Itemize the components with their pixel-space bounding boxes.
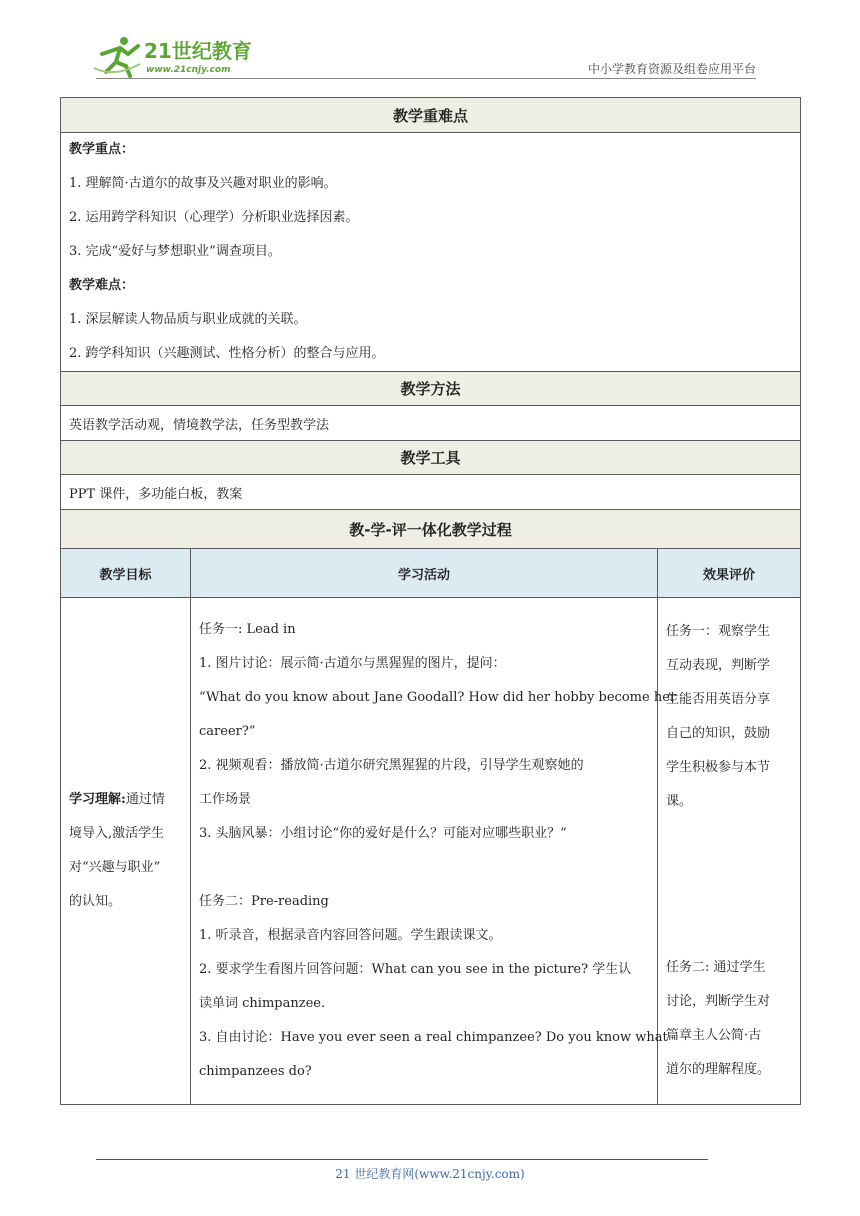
evaluation-line: 自己的知识，鼓励	[666, 726, 771, 741]
goal-line: 的认知。	[69, 894, 122, 909]
evaluation-line: 生能否用英语分享	[666, 692, 771, 707]
methods-content-row	[61, 406, 801, 441]
evaluation-line: 课。	[666, 794, 693, 809]
difficulty-item: 1. 深层解读人物品质与职业成就的关联。	[69, 312, 307, 327]
process-header-row	[61, 510, 801, 549]
learning-activities-cell	[191, 598, 677, 1105]
logo-text: 21世纪教育	[144, 39, 252, 63]
evaluation-line: 任务二: 通过学生	[666, 960, 766, 975]
tools-content-row	[61, 475, 801, 510]
methods-title: 教学方法	[61, 372, 801, 406]
focus-item: 2. 运用跨学科知识（心理学）分析职业选择因素。	[69, 210, 359, 225]
teaching-goal-cell	[61, 598, 191, 1105]
activity-line: 读单词 chimpanzee.	[199, 996, 326, 1011]
process-columns-row	[61, 549, 801, 598]
footer-divider	[96, 1159, 708, 1160]
column-header-goal: 教学目标	[61, 549, 191, 598]
difficulty-label: 教学难点：	[69, 278, 135, 293]
activity-line: 任务一: Lead in	[199, 622, 296, 637]
activity-line: 1. 图片讨论：展示简·古道尔与黑猩猩的图片，提问：	[199, 656, 506, 671]
evaluation-task-2	[666, 951, 792, 1087]
key-points-content-row	[61, 133, 801, 372]
tools-content: PPT 课件，多功能白板，教案	[61, 475, 801, 510]
focus-item: 3. 完成“爱好与梦想职业”调查项目。	[69, 244, 281, 259]
process-content-row	[61, 598, 801, 1105]
activity-line: 1. 听录音，根据录音内容回答问题。学生跟读课文。	[199, 928, 502, 943]
evaluation-cell	[658, 598, 801, 1105]
activity-line: 2. 要求学生看图片回答问题：What can you see in the picture? 学生认	[199, 962, 632, 977]
methods-header-row	[61, 372, 801, 406]
activity-line: career?”	[199, 724, 256, 739]
evaluation-line: 讨论，判断学生对	[666, 994, 771, 1009]
activity-line: 3. 自由讨论：Have you ever seen a real chimpanzee? Do you know what	[199, 1030, 668, 1045]
tools-title: 教学工具	[61, 441, 801, 475]
evaluation-line: 篇章主人公简·古	[666, 1028, 762, 1043]
logo	[92, 34, 262, 78]
focus-item: 1. 理解简·古道尔的故事及兴趣对职业的影响。	[69, 176, 337, 191]
activity-spacer	[199, 851, 649, 885]
platform-tagline: 中小学教育资源及组卷应用平台	[587, 62, 756, 76]
goal-line: 通过情	[125, 792, 165, 807]
header-divider	[96, 78, 756, 79]
column-header-activities: 学习活动	[191, 549, 658, 598]
goal-line: 境导入,激活学生	[69, 826, 165, 841]
page-header	[0, 0, 860, 90]
tools-header-row	[61, 441, 801, 475]
lesson-plan-table	[60, 97, 801, 1105]
evaluation-line: 互动表现，判断学	[666, 658, 771, 673]
logo-url: www.21cnjy.com	[146, 65, 231, 75]
evaluation-line: 道尔的理解程度。	[666, 1062, 771, 1077]
process-title: 教-学-评一体化教学过程	[61, 510, 801, 549]
difficulty-item: 2. 跨学科知识（兴趣测试、性格分析）的整合与应用。	[69, 346, 385, 361]
methods-content: 英语教学活动观，情境教学法，任务型教学法	[61, 406, 801, 441]
activity-line: 工作场景	[199, 792, 252, 807]
activity-line: 2. 视频观看：播放简·古道尔研究黑猩猩的片段，引导学生观察她的	[199, 758, 584, 773]
runner-logo-icon	[92, 34, 262, 78]
activity-line: 3. 头脑风暴：小组讨论“你的爱好是什么？可能对应哪些职业？”	[199, 826, 567, 841]
activity-line: chimpanzees do?	[199, 1064, 312, 1079]
activity-line: “What do you know about Jane Goodall? How did her hobby become her	[199, 690, 677, 705]
key-points-title: 教学重难点	[61, 98, 801, 133]
activity-line: 任务二：Pre-reading	[199, 894, 329, 909]
key-points-content	[61, 133, 801, 372]
column-header-evaluation: 效果评价	[658, 549, 801, 598]
teaching-goal	[69, 783, 182, 919]
evaluation-line: 学生积极参与本节	[666, 760, 771, 775]
footer-link[interactable]: 21 世纪教育网(www.21cnjy.com)	[335, 1167, 525, 1181]
evaluation-line: 任务一：观察学生	[666, 624, 771, 639]
goal-line: 对“兴趣与职业”	[69, 860, 161, 875]
evaluation-task-1	[666, 615, 792, 819]
evaluation-spacer	[666, 819, 792, 951]
key-points-header-row	[61, 98, 801, 133]
focus-label: 教学重点：	[69, 142, 135, 157]
goal-label: 学习理解:	[69, 792, 126, 807]
